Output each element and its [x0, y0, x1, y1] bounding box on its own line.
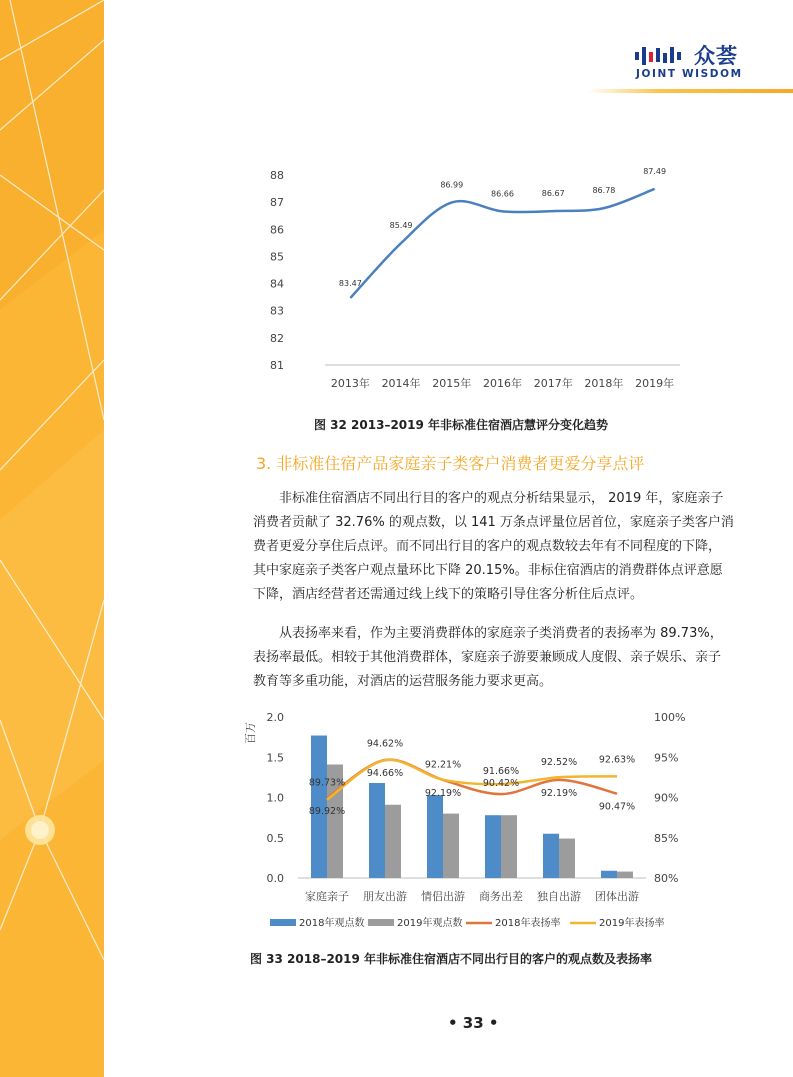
left-y-axis-labels — [267, 711, 285, 885]
page-number: • 33 • — [448, 1014, 499, 1032]
bar-2019 — [617, 872, 633, 878]
paragraph-line: 消费者贡献了 32.76% 的观点数，以 141 万条点评量位居首位，家庭亲子类客户消 — [253, 515, 734, 530]
right-y-tick-label: 95% — [654, 751, 679, 765]
rate-2018-label: 94.66% — [366, 767, 404, 779]
right-y-tick-label: 80% — [654, 872, 679, 885]
legend-label: 2019年表扬率 — [599, 918, 665, 929]
paragraph-1 — [253, 487, 734, 607]
legend — [270, 916, 664, 929]
x-tick-label: 2018年 — [584, 377, 624, 390]
y-axis-labels — [270, 169, 284, 372]
rate-2018-label: 92.19% — [424, 787, 462, 799]
bar-2018 — [427, 795, 443, 878]
y-tick-label: 82 — [270, 331, 284, 345]
x-tick-label: 2019年 — [635, 377, 675, 390]
y-tick-label: 83 — [270, 304, 284, 318]
paragraph-line: 其中家庭亲子类客户观点量环比下降 20.15%。非标住宿酒店的消费群体点评意愿 — [253, 563, 723, 578]
y-tick-label: 87 — [270, 196, 284, 210]
y-tick-label: 81 — [270, 359, 284, 372]
data-label: 86.78 — [592, 186, 616, 196]
x-tick-label: 商务出差 — [479, 890, 523, 903]
left-y-tick-label: 2.0 — [266, 711, 284, 724]
x-tick-label: 2013年 — [330, 377, 370, 390]
bar-2018 — [485, 815, 501, 878]
x-tick-label: 独自出游 — [537, 890, 581, 903]
data-label: 86.67 — [541, 189, 565, 199]
logo — [632, 40, 793, 96]
x-tick-label: 2014年 — [381, 377, 421, 390]
figure-32-caption: 图 32 2013–2019 年非标准住宿酒店慧评分变化趋势 — [314, 418, 609, 432]
right-y-tick-label: 100% — [654, 711, 686, 724]
section-title: 3. 非标准住宿产品家庭亲子类客户消费者更爱分享点评 — [256, 454, 645, 473]
paragraph-line: 表扬率最低。相较于其他消费群体，家庭亲子游要兼顾成人度假、亲子娱乐、亲子 — [253, 650, 722, 665]
rate-2018-label: 89.92% — [308, 806, 346, 818]
legend-label: 2018年观点数 — [299, 918, 365, 929]
rate-2019-label: 89.73% — [308, 777, 346, 789]
header-accent-bar — [587, 89, 793, 93]
logo-english-name: JOINT WISDOM — [636, 68, 743, 80]
x-axis-labels — [331, 376, 674, 390]
score-trend-line — [350, 189, 654, 298]
bar-2018 — [369, 783, 385, 878]
data-label: 85.49 — [389, 221, 413, 231]
logo-mark-icon — [635, 46, 691, 66]
bar-2019 — [443, 814, 459, 878]
left-y-tick-label: 0.5 — [266, 831, 284, 845]
bar-2019 — [385, 805, 401, 878]
x-tick-label: 情侣出游 — [421, 890, 465, 903]
right-y-axis-labels — [654, 711, 685, 885]
bars — [308, 736, 636, 878]
logo-chinese-name: 众荟 — [694, 44, 738, 68]
rate-2019-label: 94.62% — [366, 738, 404, 750]
data-label: 86.99 — [440, 180, 464, 190]
rate-2018-label: 92.19% — [540, 787, 578, 799]
left-y-tick-label: 1.5 — [266, 751, 284, 765]
paragraph-line: 非标准住宿酒店不同出行目的客户的观点分析结果显示， 2019 年，家庭亲子 — [279, 491, 724, 506]
rate-2018-label: 90.47% — [598, 801, 636, 813]
data-label: 83.47 — [338, 278, 362, 288]
bar-2018 — [543, 834, 559, 878]
figure-32-line-chart — [250, 155, 700, 405]
paragraph-2 — [253, 622, 723, 694]
rate-2019-label: 92.63% — [598, 754, 636, 766]
x-tick-label: 家庭亲子 — [305, 890, 349, 903]
paragraph-line: 从表扬率来看，作为主要消费群体的家庭亲子类消费者的表扬率为 89.73%， — [279, 626, 723, 641]
x-tick-label: 2017年 — [533, 377, 573, 390]
legend-label: 2018年表扬率 — [495, 918, 561, 929]
y-axis-unit-label: 百万 — [244, 722, 257, 744]
paragraph-line: 费者更爱分享住后点评。而不同出行目的客户的观点数较去年有不同程度的下降， — [253, 539, 722, 554]
right-y-tick-label: 90% — [654, 791, 679, 805]
legend-swatch — [270, 919, 296, 926]
rate-2018-label: 90.42% — [482, 778, 520, 790]
y-tick-label: 84 — [270, 277, 284, 291]
x-tick-label: 2016年 — [483, 377, 522, 390]
right-y-tick-label: 85% — [654, 831, 679, 845]
data-labels — [339, 167, 666, 288]
paragraph-line: 教育等多重功能，对酒店的运营服务能力要求更高。 — [253, 674, 553, 689]
rate-2019-label: 92.21% — [424, 759, 462, 771]
left-y-tick-label: 1.0 — [266, 791, 284, 805]
rate-2019-label: 92.52% — [540, 757, 578, 769]
bar-2019 — [501, 815, 517, 878]
left-y-tick-label: 0.0 — [266, 872, 284, 885]
bar-2018 — [601, 871, 617, 878]
paragraph-line: 下降，酒店经营者还需通过线上线下的策略引导住客分析住后点评。 — [253, 587, 644, 602]
figure-33-caption: 图 33 2018–2019 年非标准住宿酒店不同出行目的客户的观点数及表扬率 — [250, 952, 653, 966]
y-tick-label: 86 — [270, 223, 284, 237]
x-tick-label: 2015年 — [432, 377, 472, 390]
legend-swatch — [368, 919, 394, 926]
x-axis-labels — [305, 889, 639, 903]
x-tick-label: 朋友出游 — [363, 890, 407, 903]
x-tick-label: 团体出游 — [595, 890, 639, 903]
y-tick-label: 88 — [270, 169, 284, 182]
data-label: 87.49 — [643, 166, 667, 176]
rate-2019-label: 91.66% — [482, 766, 520, 778]
figure-33-combo-chart — [240, 705, 710, 935]
decorative-sidebar — [0, 0, 104, 1077]
legend-label: 2019年观点数 — [397, 918, 463, 929]
data-label: 86.66 — [491, 189, 514, 199]
y-tick-label: 85 — [270, 250, 284, 264]
bar-2019 — [559, 839, 575, 878]
rate-data-labels — [309, 738, 635, 817]
